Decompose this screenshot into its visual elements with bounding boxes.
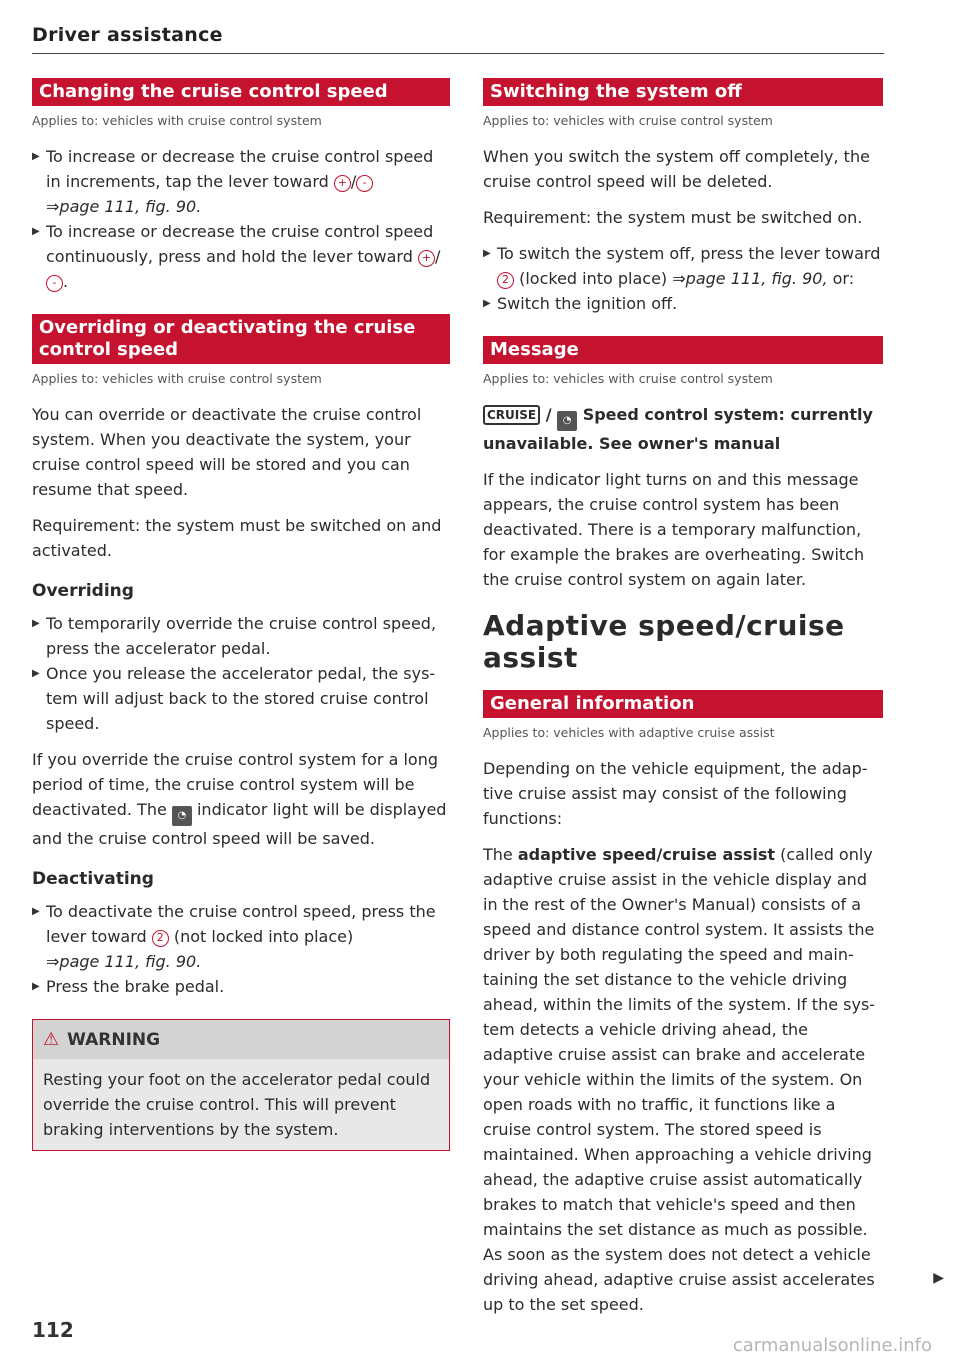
cruise-indicator-icon: ◔ (172, 806, 192, 826)
left-column (32, 78, 450, 1151)
bullet-arrow-icon: ▶ (483, 248, 491, 259)
chapter-title: Adaptive speed/cruise assist (483, 609, 845, 674)
list-item: ▶ To temporarily override the cruise control speed, press the accelerator pedal. (32, 611, 450, 661)
bullet-list (32, 611, 450, 736)
list-item: ▶ To switch the system off, press the lever toward 2 (locked into place) ⇒page 111, fig. 90, or: (483, 241, 883, 291)
applies-note: Applies to: vehicles with cruise control system (32, 371, 322, 386)
bullet-arrow-icon: ▶ (32, 981, 40, 992)
bullet-arrow-icon: ▶ (32, 226, 40, 237)
bullet-arrow-icon: ▶ (32, 906, 40, 917)
page-reference[interactable]: ⇒page 111, fig. 90. (46, 952, 202, 971)
list-item: ▶ Switch the ignition off. (483, 291, 883, 316)
list-item: ▶ To deactivate the cruise control speed, press the lever toward 2 (not locked into place) ⇒page 111, fig. 90. (32, 899, 450, 974)
cruise-badge-icon: CRUISE (483, 405, 540, 425)
continue-arrow-icon: ▶ (933, 1270, 944, 1286)
bullet-arrow-icon: ▶ (32, 618, 40, 629)
list-item: ▶ Once you release the accelerator pedal, the system will adjust back to the stored cruise control speed. (32, 661, 450, 736)
page-reference[interactable]: ⇒page 111, fig. 90. (46, 197, 202, 216)
paragraph: If the indicator light turns on and this message appears, the cruise control system has been deactivated. There is a temporary malfunction, for example the brakes are overheating. Switch the cruise control system on again later. (483, 470, 865, 589)
paragraph: Requirement: the system must be switched on. (483, 208, 863, 227)
heading-changing-speed: Changing the cruise control speed (32, 78, 450, 106)
right-column (483, 78, 883, 1328)
warning-header: ⚠ WARNING (33, 1020, 449, 1059)
list-item: ▶ To increase or decrease the cruise control speed continuously, press and hold the lever toward + /- . (32, 219, 450, 294)
page-reference[interactable]: ⇒page 111, fig. 90, (672, 269, 828, 288)
bullet-arrow-icon: ▶ (32, 668, 40, 679)
page-number: 112 (32, 1318, 74, 1342)
paragraph: When you switch the system off completely, the cruise control speed will be deleted. (483, 147, 870, 191)
plus-icon: + (418, 250, 435, 267)
heading-overriding: Overriding or deactivating the cruise control speed (32, 314, 450, 364)
bullet-list (483, 241, 883, 316)
paragraph: The adaptive speed/cruise assist (called only adaptive cruise assist in the vehicle display and in the rest of the Owner's Manual) consists of a speed and distance control system. It assists the driver by both regulating the speed and maintaining the set distance to the vehicle driving ahead, within the limits of the system. If the system detects a vehicle driving ahead, the adaptive cruise assist can brake and accelerate your vehicle within the limits of the system. On open roads with no traffic, it functions like a cruise control system. The stored speed is maintained. When approaching a vehicle driving ahead, the adaptive cruise assist automatically brakes to match that vehicle's speed and then maintains the set distance as much as possible. As soon as the system does not detect a vehicle driving ahead, adaptive cruise assist accelerates up to the set speed. (483, 845, 876, 1314)
bullet-arrow-icon: ▶ (483, 298, 491, 309)
warning-triangle-icon: ⚠ (43, 1029, 60, 1050)
list-item: ▶ Press the brake pedal. (32, 974, 450, 999)
page-header (32, 24, 884, 54)
bullet-arrow-icon: ▶ (32, 151, 40, 162)
heading-switching-off: Switching the system off (483, 78, 883, 106)
heading-general-information: General information (483, 690, 883, 718)
list-item: ▶ To increase or decrease the cruise control speed in increments, tap the lever toward + / - ⇒page 111, fig. 90. (32, 144, 450, 219)
subheading-overriding: Overriding (32, 581, 134, 601)
number-2-icon: 2 (497, 272, 514, 289)
applies-note: Applies to: vehicles with cruise control system (32, 113, 322, 128)
watermark: carmanualsonline.info (732, 1335, 932, 1356)
bullet-list (32, 899, 450, 999)
number-2-icon: 2 (152, 930, 169, 947)
bullet-list (32, 144, 450, 294)
applies-note: Applies to: vehicles with cruise control system (483, 371, 773, 386)
minus-icon: - (356, 175, 373, 192)
message-title: CRUISE / ◔ Speed control system: currently unavailable. See owner's manual (483, 405, 873, 453)
plus-icon: + (334, 175, 351, 192)
minus-icon: - (46, 275, 63, 292)
applies-note: Applies to: vehicles with adaptive cruise assist (483, 725, 775, 740)
paragraph: You can override or deactivate the cruise control system. When you deactivate the system, your cruise control speed will be stored and you can resume that speed. (32, 405, 422, 499)
section-title: Driver assistance (32, 24, 223, 46)
paragraph: Requirement: the system must be switched on and activated. (32, 516, 442, 560)
paragraph: Depending on the vehicle equipment, the adaptive cruise assist may consist of the following functions: (483, 759, 868, 828)
heading-message: Message (483, 336, 883, 364)
warning-box (32, 1019, 450, 1151)
subheading-deactivating: Deactivating (32, 869, 154, 889)
warning-text: Resting your foot on the accelerator pedal could override the cruise control. This will prevent braking interventions by the system. (33, 1059, 449, 1150)
paragraph: If you override the cruise control system for a long period of time, the cruise control system will be deactivated. The ◔ indicator light will be displayed and the cruise control speed will be saved. (32, 750, 447, 848)
applies-note: Applies to: vehicles with cruise control system (483, 113, 773, 128)
cruise-indicator-icon: ◔ (557, 411, 577, 431)
